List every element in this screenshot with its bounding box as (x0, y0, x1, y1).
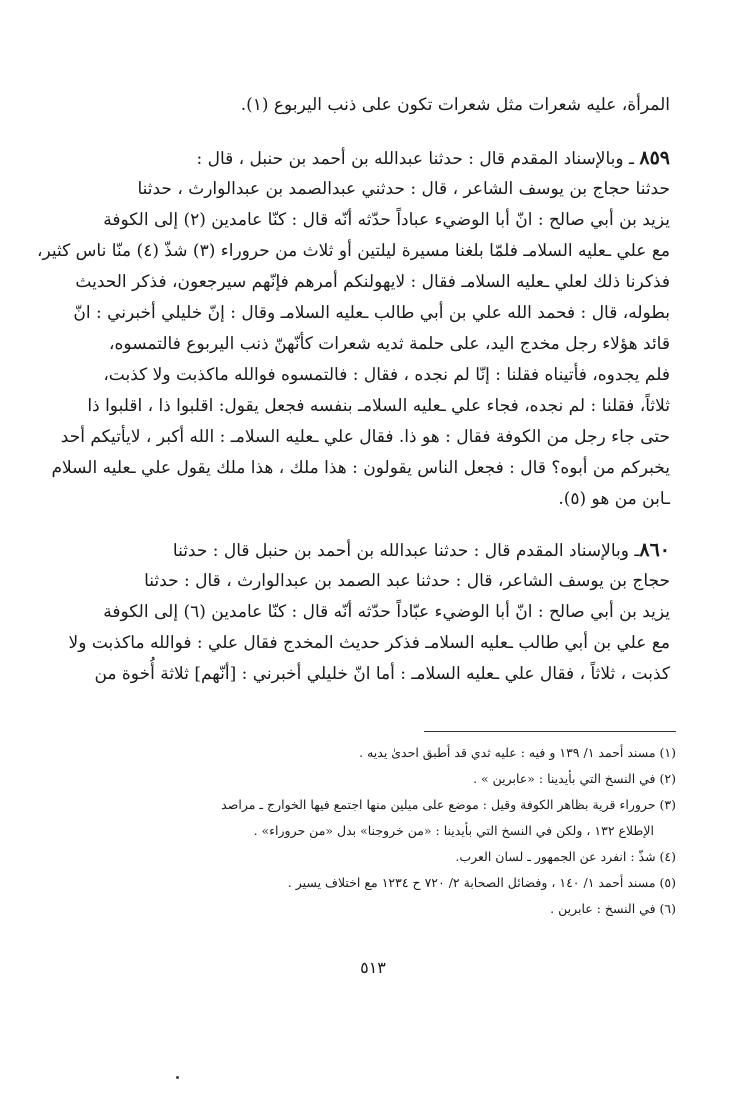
hadith-line: حجاج بن يوسف الشاعر، قال : حدثنا عبد الصمد بن عبدالوارث ، قال : حدثنا (144, 571, 670, 591)
hadith-line: مع علي ـعليه السلامـ فلمّا بلغنا مسيرة ليلتين أو ثلاث من حروراء (٣) شذّ (٤) منّا ناس كثير، (37, 241, 670, 261)
hadith-line: مع علي بن أبي طالب ـعليه السلامـ فذكر حديث المخدج فقال علي : فوالله ماكذبت ولا (68, 633, 670, 653)
hadith-line: فذكرنا ذلك لعلي ـعليه السلامـ فقال : لايهولنكم أمرهم فإنّهم سيرجعون، فذكر الحديث (75, 272, 670, 292)
main-text (37, 90, 670, 690)
hadith-line: حتى جاء رجل من الكوفة فقال : هو ذا. فقال علي ـعليه السلامـ : الله أكبر ، لايأتيكم أحد (60, 427, 670, 447)
hadith-line: ٨٦٠ـ وبالإسناد المقدم قال : حدثنا عبدالله بن أحمد بن حنبل قال : حدثنا (172, 539, 670, 561)
hadith-line: يزيد بن أبي صالح : انّ أبا الوضيء عبّاداً حدّثه أنّه قال : كنّا عامدين (٦) إلى الكوفة (103, 602, 670, 622)
hadith-line: ـابن من هو (٥). (558, 489, 670, 509)
footnote: (٤) شذّ : انفرد عن الجمهور ـ لسان العرب. (455, 849, 676, 864)
footnote: (٣) حروراء قرية بظاهر الكوفة وقيل : موضع على ميلين منها اجتمع فيها الخوارج ـ مراصد (221, 797, 676, 812)
hadith-line: حدثنا حجاج بن يوسف الشاعر ، قال : حدثني عبدالصمد بن عبدالوارث ، حدثنا (137, 179, 670, 199)
hadith-line: كذبت ، ثلاثاً ، فقال علي ـعليه السلامـ : أما انّ خليلي أخبرني : [أنّهم] ثلاثة أُخوة من (94, 664, 670, 684)
hadith-line: بطوله، قال : فحمد الله علي بن أبي طالب ـعليه السلامـ وقال : إنّ خليلي أخبرني : انّ (73, 303, 670, 323)
hadith-number: ٨٦٠ (639, 539, 670, 561)
footnote: (٦) في النسخ : عابرين . (550, 901, 676, 916)
hadith-859 (37, 143, 670, 515)
intro-line: المرأة، عليه شعرات مثل شعرات تكون على ذنب اليربوع (١). (240, 95, 670, 115)
paragraph-gap (100, 515, 670, 535)
hadith-line: ٨٥٩ ـ وبالإسناد المقدم قال : حدثنا عبدالله بن أحمد بن حنبل ، قال : (196, 147, 670, 169)
hadith-line: ثلاثاً، فقلنا : لم نجده، فجاء علي ـعليه السلامـ بنفسه فجعل يقول: اقلبوا ذا ، اقلبوا ذا (87, 396, 670, 416)
hadith-860 (68, 535, 670, 690)
page-number: ٥١٣ (360, 958, 386, 977)
hadith-line: يزيد بن أبي صالح : انّ أبا الوضيء عباداً حدّثه أنّه قال : كنّا عامدين (٢) إلى الكوفة (103, 210, 670, 230)
hadith-line: يخبركم من أبوه؟ قال : فجعل الناس يقولون : هذا ملك ، هذا ملك يقول علي ـعليه السلام (51, 458, 670, 478)
scan-speck (176, 1076, 179, 1079)
hadith-number: ٨٥٩ (639, 147, 670, 169)
footnote-divider (424, 731, 676, 732)
hadith-line: فلم يجدوه، فأتيناه فقلنا : إنّا لم نجده ، فقال : فالتمسوه فوالله ماكذبت ولا كذبت، (103, 365, 670, 385)
footnote: (٥) مسند أحمد ١/ ١٤٠ ، وفضائل الصحابة ٢/ ٧٢٠ ح ١٢٣٤ مع اختلاف يسير . (287, 875, 676, 890)
hadith-line: قائد هؤلاء رجل مخدج اليد، على حلمة ثديه شعرات كأنّهنّ ذنب اليربوع فالتمسوه، (109, 334, 670, 354)
footnote-continuation: الإطلاع ١٣٢ ، ولكن في النسخ التي بأيدينا : «من خروجنا» بدل «من حروراء» . (253, 823, 654, 838)
footnotes (96, 740, 676, 922)
footnote: (٢) في النسخ التي بأيدينا : «عابرين » . (473, 771, 676, 786)
footnote: (١) مسند أحمد ١/ ١٣٩ و فيه : عليه ثدي قد أطبق احدىٰ يديه . (359, 745, 676, 760)
